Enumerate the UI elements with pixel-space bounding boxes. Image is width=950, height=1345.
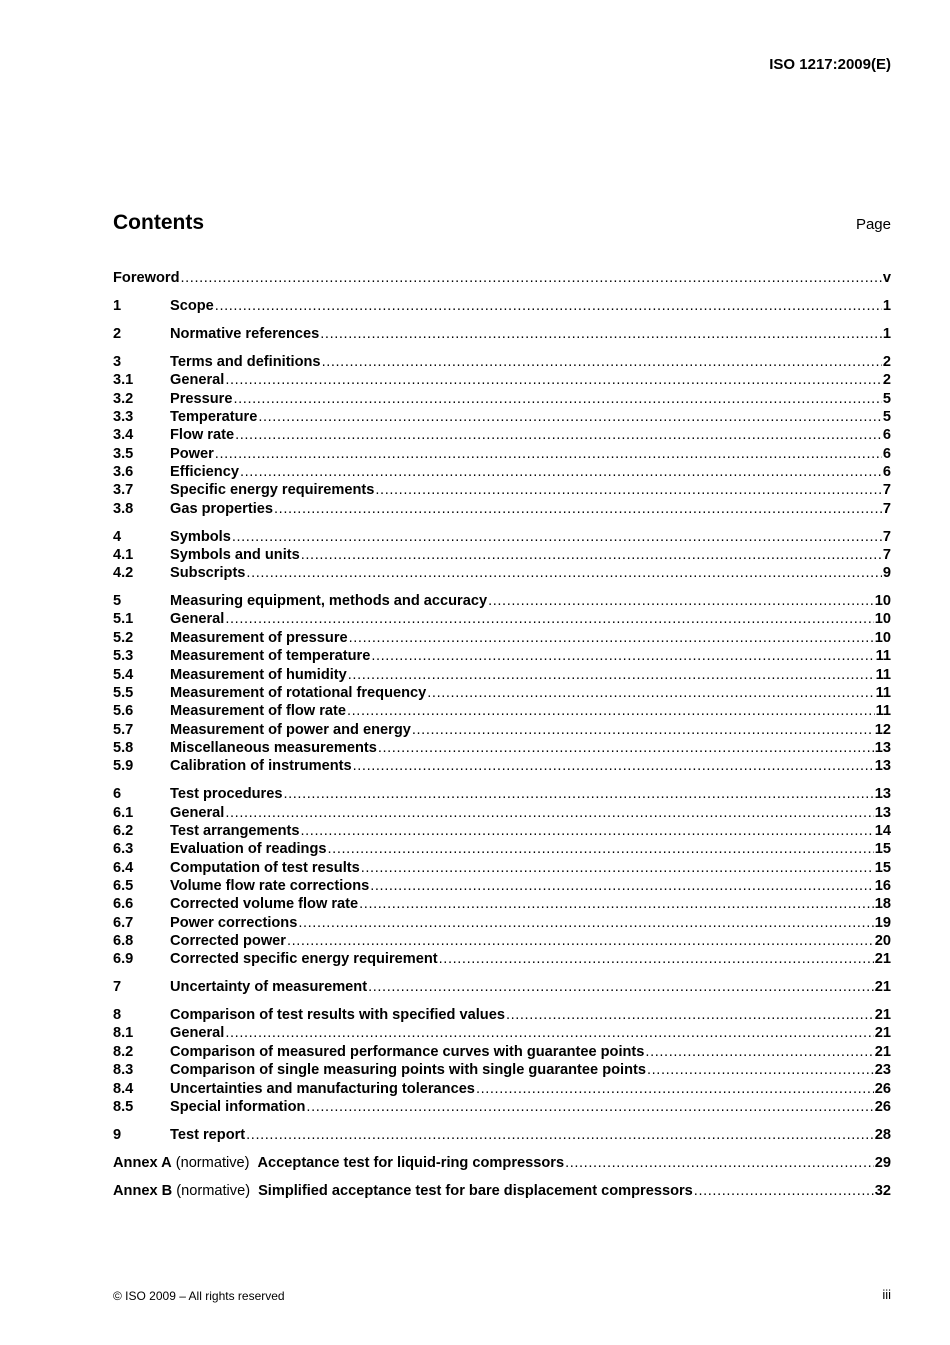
- page-column-label: Page: [855, 216, 891, 233]
- toc-entry[interactable]: [113, 564, 891, 582]
- toc-entry-number: 5.5: [113, 684, 134, 701]
- toc-entry-number: 6.1: [113, 804, 134, 821]
- dot-leader: [180, 269, 881, 287]
- toc-entry-page: 5: [882, 390, 891, 407]
- toc-entry-page: 15: [874, 859, 891, 876]
- toc-entry-title: Corrected power: [170, 932, 286, 949]
- toc-entry[interactable]: [113, 877, 891, 895]
- document-id: ISO 1217:2009(E): [769, 56, 891, 73]
- toc-entry-number: 8: [113, 1007, 122, 1024]
- toc-entry-number: 8.2: [113, 1043, 134, 1060]
- toc-entry-title: Miscellaneous measurements: [170, 739, 377, 756]
- toc-entry[interactable]: [113, 840, 891, 858]
- toc-entry-page: 26: [874, 1080, 891, 1097]
- dot-leader: [322, 353, 882, 371]
- dot-leader: [349, 629, 874, 647]
- toc-entry[interactable]: [113, 978, 891, 996]
- toc-entry-page: v: [882, 270, 891, 286]
- toc-entry-title: Symbols: [170, 528, 231, 545]
- toc-entry[interactable]: [113, 426, 891, 444]
- toc-entry[interactable]: [113, 629, 891, 647]
- toc-entry-page: 7: [882, 528, 891, 545]
- toc-entry-title: Pressure: [170, 390, 233, 407]
- toc-entry-page: 1: [882, 325, 891, 342]
- toc-entry-page: 9: [882, 565, 891, 582]
- toc-entry-number: 6.5: [113, 877, 134, 894]
- dot-leader: [439, 950, 874, 968]
- dot-leader: [215, 445, 882, 463]
- annex-label: Annex A: [113, 1154, 172, 1171]
- dot-leader: [645, 1043, 873, 1061]
- toc-entry[interactable]: [113, 610, 891, 628]
- toc-entry-page: 21: [874, 1025, 891, 1042]
- toc-entry-title: Test report: [170, 1126, 246, 1143]
- toc-entry-title: Symbols and units: [170, 546, 300, 563]
- toc-entry-page: 2: [882, 353, 891, 370]
- toc-entry-title: Corrected specific energy requirement: [170, 951, 438, 968]
- toc-entry-number: 3.8: [113, 500, 134, 517]
- toc-entry-title: Comparison of test results with specified values: [170, 1007, 505, 1024]
- toc-entry[interactable]: [113, 822, 891, 840]
- toc-entry-number: 4: [113, 528, 122, 545]
- annex-page: 29: [874, 1154, 891, 1171]
- toc-entry-number: 6.9: [113, 951, 134, 968]
- toc-entry-number: 8.3: [113, 1062, 134, 1079]
- toc-entry-title: Measurement of temperature: [170, 648, 371, 665]
- toc-entry-page: 7: [882, 500, 891, 517]
- toc-entry-number: 6: [113, 786, 122, 803]
- toc-entry-page: 6: [882, 445, 891, 462]
- toc-entry-number: 6.2: [113, 822, 134, 839]
- toc-entry-page: 21: [874, 1007, 891, 1024]
- dot-leader: [233, 390, 881, 408]
- toc-entry-number: 8.4: [113, 1080, 134, 1097]
- toc-entry-page: 10: [874, 629, 891, 646]
- table-of-contents: [113, 269, 891, 1200]
- toc-entry[interactable]: [113, 739, 891, 757]
- toc-entry-title: General: [170, 611, 225, 628]
- dot-leader: [361, 859, 874, 877]
- toc-entry-page: 11: [875, 703, 891, 720]
- toc-entry-number: 8.5: [113, 1098, 134, 1115]
- toc-entry[interactable]: [113, 1024, 891, 1042]
- toc-entry-title: Corrected volume flow rate: [170, 896, 359, 913]
- dot-leader: [225, 804, 873, 822]
- toc-entry-number: 8.1: [113, 1025, 134, 1042]
- toc-entry[interactable]: [113, 1126, 891, 1144]
- toc-entry[interactable]: [113, 647, 891, 665]
- toc-entry-number: 3.4: [113, 427, 134, 444]
- toc-entry[interactable]: [113, 804, 891, 822]
- toc-entry-title: General: [170, 1025, 225, 1042]
- dot-leader: [506, 1006, 874, 1024]
- toc-entry-page: 5: [882, 408, 891, 425]
- toc-entry[interactable]: [113, 445, 891, 463]
- toc-entry-number: 6.6: [113, 896, 134, 913]
- toc-entry-number: 2: [113, 325, 122, 342]
- toc-entry-page: 26: [874, 1098, 891, 1115]
- dot-leader: [215, 297, 882, 315]
- toc-entry[interactable]: [113, 785, 891, 803]
- toc-entry-number: 5.4: [113, 666, 134, 683]
- toc-entry-title: Measurement of flow rate: [170, 703, 346, 720]
- toc-entry[interactable]: [113, 269, 891, 287]
- toc-entry[interactable]: [113, 481, 891, 499]
- dot-leader: [298, 914, 873, 932]
- toc-entry-title: Measurement of power and energy: [170, 721, 411, 738]
- toc-entry-page: 6: [882, 427, 891, 444]
- toc-entry-number: 4.2: [113, 565, 134, 582]
- toc-entry-title: Uncertainties and manufacturing tolerances: [170, 1080, 475, 1097]
- toc-entry-title: Volume flow rate corrections: [170, 877, 370, 894]
- toc-entry-title: Uncertainty of measurement: [170, 979, 368, 996]
- dot-leader: [694, 1182, 874, 1200]
- toc-annex-entry[interactable]: [113, 1154, 891, 1172]
- dot-leader: [412, 721, 874, 739]
- toc-entry-title: General: [170, 372, 225, 389]
- dot-leader: [225, 610, 873, 628]
- toc-entry[interactable]: [113, 666, 891, 684]
- toc-entry-page: 21: [874, 1043, 891, 1060]
- toc-entry[interactable]: [113, 914, 891, 932]
- copyright-notice: © ISO 2009 – All rights reserved: [113, 1289, 285, 1303]
- dot-leader: [370, 877, 874, 895]
- toc-entry-title: Power corrections: [170, 914, 298, 931]
- toc-entry-title: Calibration of instruments: [170, 758, 352, 775]
- toc-entry[interactable]: [113, 932, 891, 950]
- toc-entry[interactable]: [113, 757, 891, 775]
- toc-entry-number: 3.6: [113, 463, 134, 480]
- dot-leader: [301, 822, 874, 840]
- toc-entry-page: 19: [874, 914, 891, 931]
- dot-leader: [306, 1098, 873, 1116]
- toc-entry-page: 21: [874, 979, 891, 996]
- toc-entry-number: 4.1: [113, 546, 134, 563]
- toc-entry-title: Efficiency: [170, 463, 239, 480]
- toc-entry-number: 3.1: [113, 372, 134, 389]
- toc-entry-number: 5.2: [113, 629, 134, 646]
- toc-entry[interactable]: [113, 546, 891, 564]
- toc-entry-page: 7: [882, 546, 891, 563]
- toc-entry-number: 3.2: [113, 390, 134, 407]
- toc-entry-title: Measurement of pressure: [170, 629, 348, 646]
- toc-entry-number: 3.5: [113, 445, 134, 462]
- toc-entry-title: Special information: [170, 1098, 306, 1115]
- toc-entry-number: 9: [113, 1126, 122, 1143]
- toc-entry-page: 13: [874, 804, 891, 821]
- annex-title: Simplified acceptance test for bare displacement compressors: [258, 1182, 693, 1199]
- toc-entry-number: 3.3: [113, 408, 134, 425]
- toc-entry-number: 6.3: [113, 841, 134, 858]
- dot-leader: [427, 684, 874, 702]
- toc-entry[interactable]: [113, 1080, 891, 1098]
- dot-leader: [647, 1061, 874, 1079]
- dot-leader: [375, 481, 881, 499]
- toc-entry-title: Evaluation of readings: [170, 841, 327, 858]
- toc-entry-title: General: [170, 804, 225, 821]
- toc-entry-number: 1: [113, 297, 122, 314]
- dot-leader: [320, 325, 882, 343]
- page-title: Contents: [113, 211, 204, 234]
- annex-type: (normative): [175, 1154, 250, 1171]
- toc-entry-title: Specific energy requirements: [170, 482, 375, 499]
- toc-entry[interactable]: [113, 325, 891, 343]
- toc-entry-number: 7: [113, 979, 122, 996]
- annex-page: 32: [874, 1182, 891, 1199]
- toc-entry-page: 13: [874, 739, 891, 756]
- toc-entry-title: Measurement of rotational frequency: [170, 684, 427, 701]
- toc-entry[interactable]: [113, 408, 891, 426]
- dot-leader: [240, 463, 882, 481]
- toc-entry[interactable]: [113, 463, 891, 481]
- toc-entry-number: 6.8: [113, 932, 134, 949]
- dot-leader: [283, 785, 873, 803]
- toc-entry-number: 6.4: [113, 859, 134, 876]
- dot-leader: [488, 592, 874, 610]
- toc-entry-page: 6: [882, 463, 891, 480]
- toc-entry-title: Gas properties: [170, 500, 274, 517]
- toc-entry-page: 2: [882, 372, 891, 389]
- toc-entry[interactable]: [113, 1043, 891, 1061]
- dot-leader: [565, 1154, 874, 1172]
- toc-entry-page: 23: [874, 1062, 891, 1079]
- toc-entry-number: 6.7: [113, 914, 134, 931]
- toc-entry-title: Subscripts: [170, 565, 246, 582]
- dot-leader: [232, 528, 882, 546]
- toc-entry-number: 5.9: [113, 758, 134, 775]
- toc-entry-page: 10: [874, 593, 891, 610]
- toc-entry-title: Temperature: [170, 408, 258, 425]
- toc-entry-number: 5.8: [113, 739, 134, 756]
- toc-entry[interactable]: [113, 592, 891, 610]
- toc-entry[interactable]: [113, 702, 891, 720]
- toc-entry-number: 5: [113, 593, 122, 610]
- toc-entry-title: Test arrangements: [170, 822, 300, 839]
- dot-leader: [235, 426, 882, 444]
- toc-entry-title: Measuring equipment, methods and accuracy: [170, 593, 488, 610]
- dot-leader: [476, 1080, 874, 1098]
- dot-leader: [328, 840, 874, 858]
- dot-leader: [353, 757, 874, 775]
- toc-entry-page: 7: [882, 482, 891, 499]
- toc-entry-title: Normative references: [170, 325, 320, 342]
- toc-entry-title: Scope: [170, 297, 214, 314]
- toc-entry-title: Measurement of humidity: [170, 666, 347, 683]
- dot-leader: [246, 1126, 874, 1144]
- toc-entry-number: 5.1: [113, 611, 134, 628]
- toc-entry[interactable]: [113, 297, 891, 315]
- toc-entry-number: 3: [113, 353, 122, 370]
- toc-entry[interactable]: [113, 353, 891, 371]
- toc-entry[interactable]: [113, 895, 891, 913]
- toc-entry-title: Comparison of single measuring points with single guarantee points: [170, 1062, 646, 1079]
- dot-leader: [225, 371, 882, 389]
- dot-leader: [301, 546, 882, 564]
- toc-entry[interactable]: [113, 950, 891, 968]
- toc-entry-title: Test procedures: [170, 786, 283, 803]
- toc-entry[interactable]: [113, 684, 891, 702]
- toc-entry[interactable]: [113, 1006, 891, 1024]
- toc-entry-page: 15: [874, 841, 891, 858]
- dot-leader: [287, 932, 874, 950]
- toc-entry-title: Computation of test results: [170, 859, 360, 876]
- toc-entry-page: 28: [874, 1126, 891, 1143]
- toc-entry[interactable]: [113, 500, 891, 518]
- toc-entry[interactable]: [113, 1098, 891, 1116]
- toc-entry-page: 13: [874, 758, 891, 775]
- toc-entry-page: 11: [875, 648, 891, 665]
- dot-leader: [258, 408, 882, 426]
- toc-entry-number: 5.7: [113, 721, 134, 738]
- toc-entry-number: 5.3: [113, 648, 134, 665]
- toc-annex-entry[interactable]: [113, 1182, 891, 1200]
- dot-leader: [359, 895, 874, 913]
- toc-entry-page: 13: [874, 786, 891, 803]
- page-number: iii: [882, 1287, 891, 1302]
- dot-leader: [246, 564, 881, 582]
- toc-entry-page: 10: [874, 611, 891, 628]
- toc-entry-title: Foreword: [113, 270, 180, 286]
- dot-leader: [378, 739, 874, 757]
- toc-entry-number: 5.6: [113, 703, 134, 720]
- toc-entry-number: 3.7: [113, 482, 134, 499]
- dot-leader: [347, 702, 875, 720]
- toc-entry[interactable]: [113, 371, 891, 389]
- dot-leader: [371, 647, 874, 665]
- toc-entry-page: 1: [882, 297, 891, 314]
- toc-entry-title: Power: [170, 445, 214, 462]
- toc-entry[interactable]: [113, 859, 891, 877]
- toc-entry-page: 14: [874, 822, 891, 839]
- annex-title: Acceptance test for liquid-ring compressors: [257, 1154, 565, 1171]
- toc-entry-title: Comparison of measured performance curves with guarantee points: [170, 1043, 645, 1060]
- toc-entry[interactable]: [113, 390, 891, 408]
- dot-leader: [348, 666, 875, 684]
- dot-leader: [225, 1024, 873, 1042]
- toc-entry[interactable]: [113, 1061, 891, 1079]
- toc-entry-page: 18: [874, 896, 891, 913]
- toc-entry-page: 11: [875, 684, 891, 701]
- toc-entry[interactable]: [113, 721, 891, 739]
- toc-entry-title: Terms and definitions: [170, 353, 321, 370]
- toc-entry-page: 12: [874, 721, 891, 738]
- toc-entry-page: 21: [874, 951, 891, 968]
- toc-entry-title: Flow rate: [170, 427, 235, 444]
- toc-entry-page: 20: [874, 932, 891, 949]
- toc-entry[interactable]: [113, 528, 891, 546]
- annex-type: (normative): [176, 1182, 251, 1199]
- toc-entry-page: 16: [874, 877, 891, 894]
- dot-leader: [274, 500, 882, 518]
- annex-label: Annex B: [113, 1182, 173, 1199]
- dot-leader: [368, 978, 874, 996]
- toc-entry-page: 11: [875, 666, 891, 683]
